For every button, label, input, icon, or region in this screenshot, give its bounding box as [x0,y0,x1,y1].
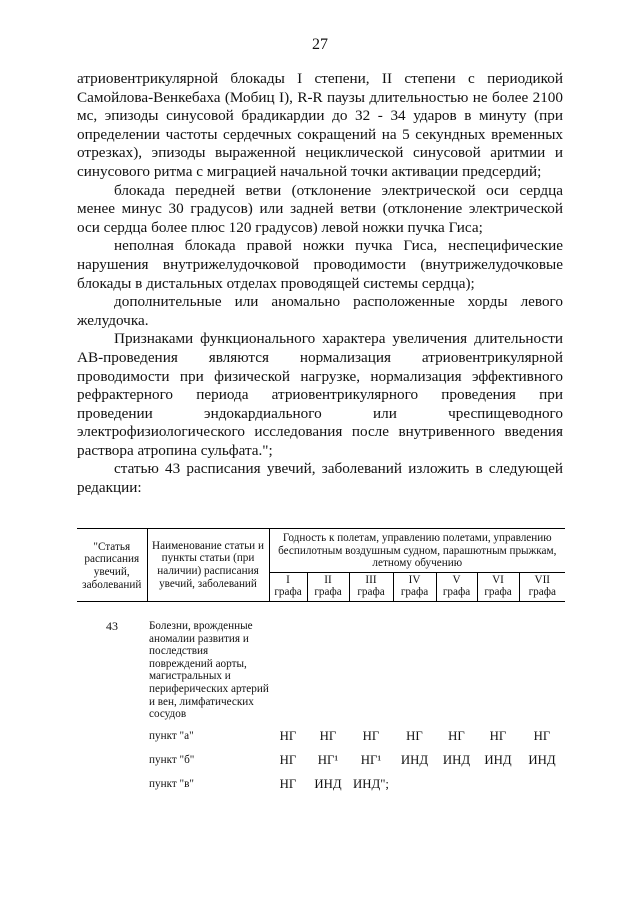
table-cell: ИНД [400,753,429,768]
paragraph: статью 43 расписания увечий, заболеваний изложить в следующей редакции: [77,460,563,497]
table-cell: ИНД [528,753,556,768]
paragraph: блокада передней ветви (отклонение электрической оси сердца менее минус 30 градусов) или задней ветви (отклонение электрической оси сердца более плюс 120 градусов) левой ножки пучка Гиса; [77,181,563,236]
table-row [77,601,565,720]
grafa-header: IV графа [393,572,436,601]
column-header-fitness: Годность к полетам, управлению полетами, управлению беспилотным воздушным судном, парашютным прыжкам, летному обучению [269,529,565,573]
point-label: пункт "в" [149,778,194,791]
grafa-header: V графа [436,572,477,601]
table-cell [519,769,565,793]
table-row [77,721,565,745]
schedule-table [77,528,565,793]
point-label: пункт "а" [149,730,194,743]
table-cell: НГ [279,753,297,768]
table-row [77,745,565,769]
table-cell: НГ [533,729,551,744]
grafa-header: I графа [269,572,307,601]
column-header-name: Наименование статьи и пункты статьи (при наличии) расписания увечий, заболеваний [147,529,269,602]
point-label: пункт "б" [149,754,195,767]
table-cell: ИНД [314,777,342,792]
article-name: Болезни, врожденные аномалии развития и последствия повреждений аорты, магистральных и периферических артерий и вен, лимфатических сосудов [149,619,269,721]
paragraph: атриовентрикулярной блокады I степени, II степени с периодикой Самойлова-Венкебаха (Мобиц I), R-R паузы длительностью не более 2100 мс, эпизоды синусовой брадикардии до 32 - 34 ударов в минуту (при определении частоты сердечных сокращений на 5 секундных временных отрезках), эпизоды выраженной нециклической синусовой аритмии и синусового ритма с миграцией начальной точки активации предсердий; [77,70,563,180]
table-cell: ИНД [484,753,512,768]
grafa-header: II графа [307,572,349,601]
table-cell: НГ [362,729,380,744]
table-cell: ИНД [442,753,471,768]
table-cell [393,769,436,793]
paragraph: Признаками функционального характера увеличения длительности АВ-проведения являются нормализация атриовентрикулярной проводимости при физической нагрузке, нормализация эффективного рефрактерного периода атриовентрикулярного проведения при проведении эндокардиального или чреспищеводного электрофизиологического исследования после внутривенного введения раствора атропина сульфата."; [77,330,563,459]
table-cell: НГ [406,729,423,744]
table-cell: НГ [279,729,297,744]
table-cell [477,769,519,793]
table-cell: НГ [489,729,507,744]
article-number: 43 [106,618,118,633]
table-row [77,769,565,793]
grafa-header: VII графа [519,572,565,601]
table-cell: НГ [448,729,465,744]
grafa-header: III графа [349,572,393,601]
body-text [77,70,563,498]
paragraph: неполная блокада правой ножки пучка Гиса, неспецифические нарушения внутрижелудочковой проводимости (внутрижелудочковые блокады в дистальных отделах проводящей системы сердца); [77,237,563,292]
table-cell: ИНД"; [353,777,389,792]
page-number: 27 [312,36,328,53]
paragraph: дополнительные или аномально расположенные хорды левого желудочка. [77,293,563,329]
table-cell: НГ¹ [317,753,339,768]
table-cell: НГ [279,777,297,792]
table-cell [436,769,477,793]
table-cell: НГ¹ [360,753,382,768]
grafa-header: VI графа [477,572,519,601]
table-cell: НГ [319,729,337,744]
column-header-article: "Статья расписания увечий, заболеваний [77,529,147,602]
